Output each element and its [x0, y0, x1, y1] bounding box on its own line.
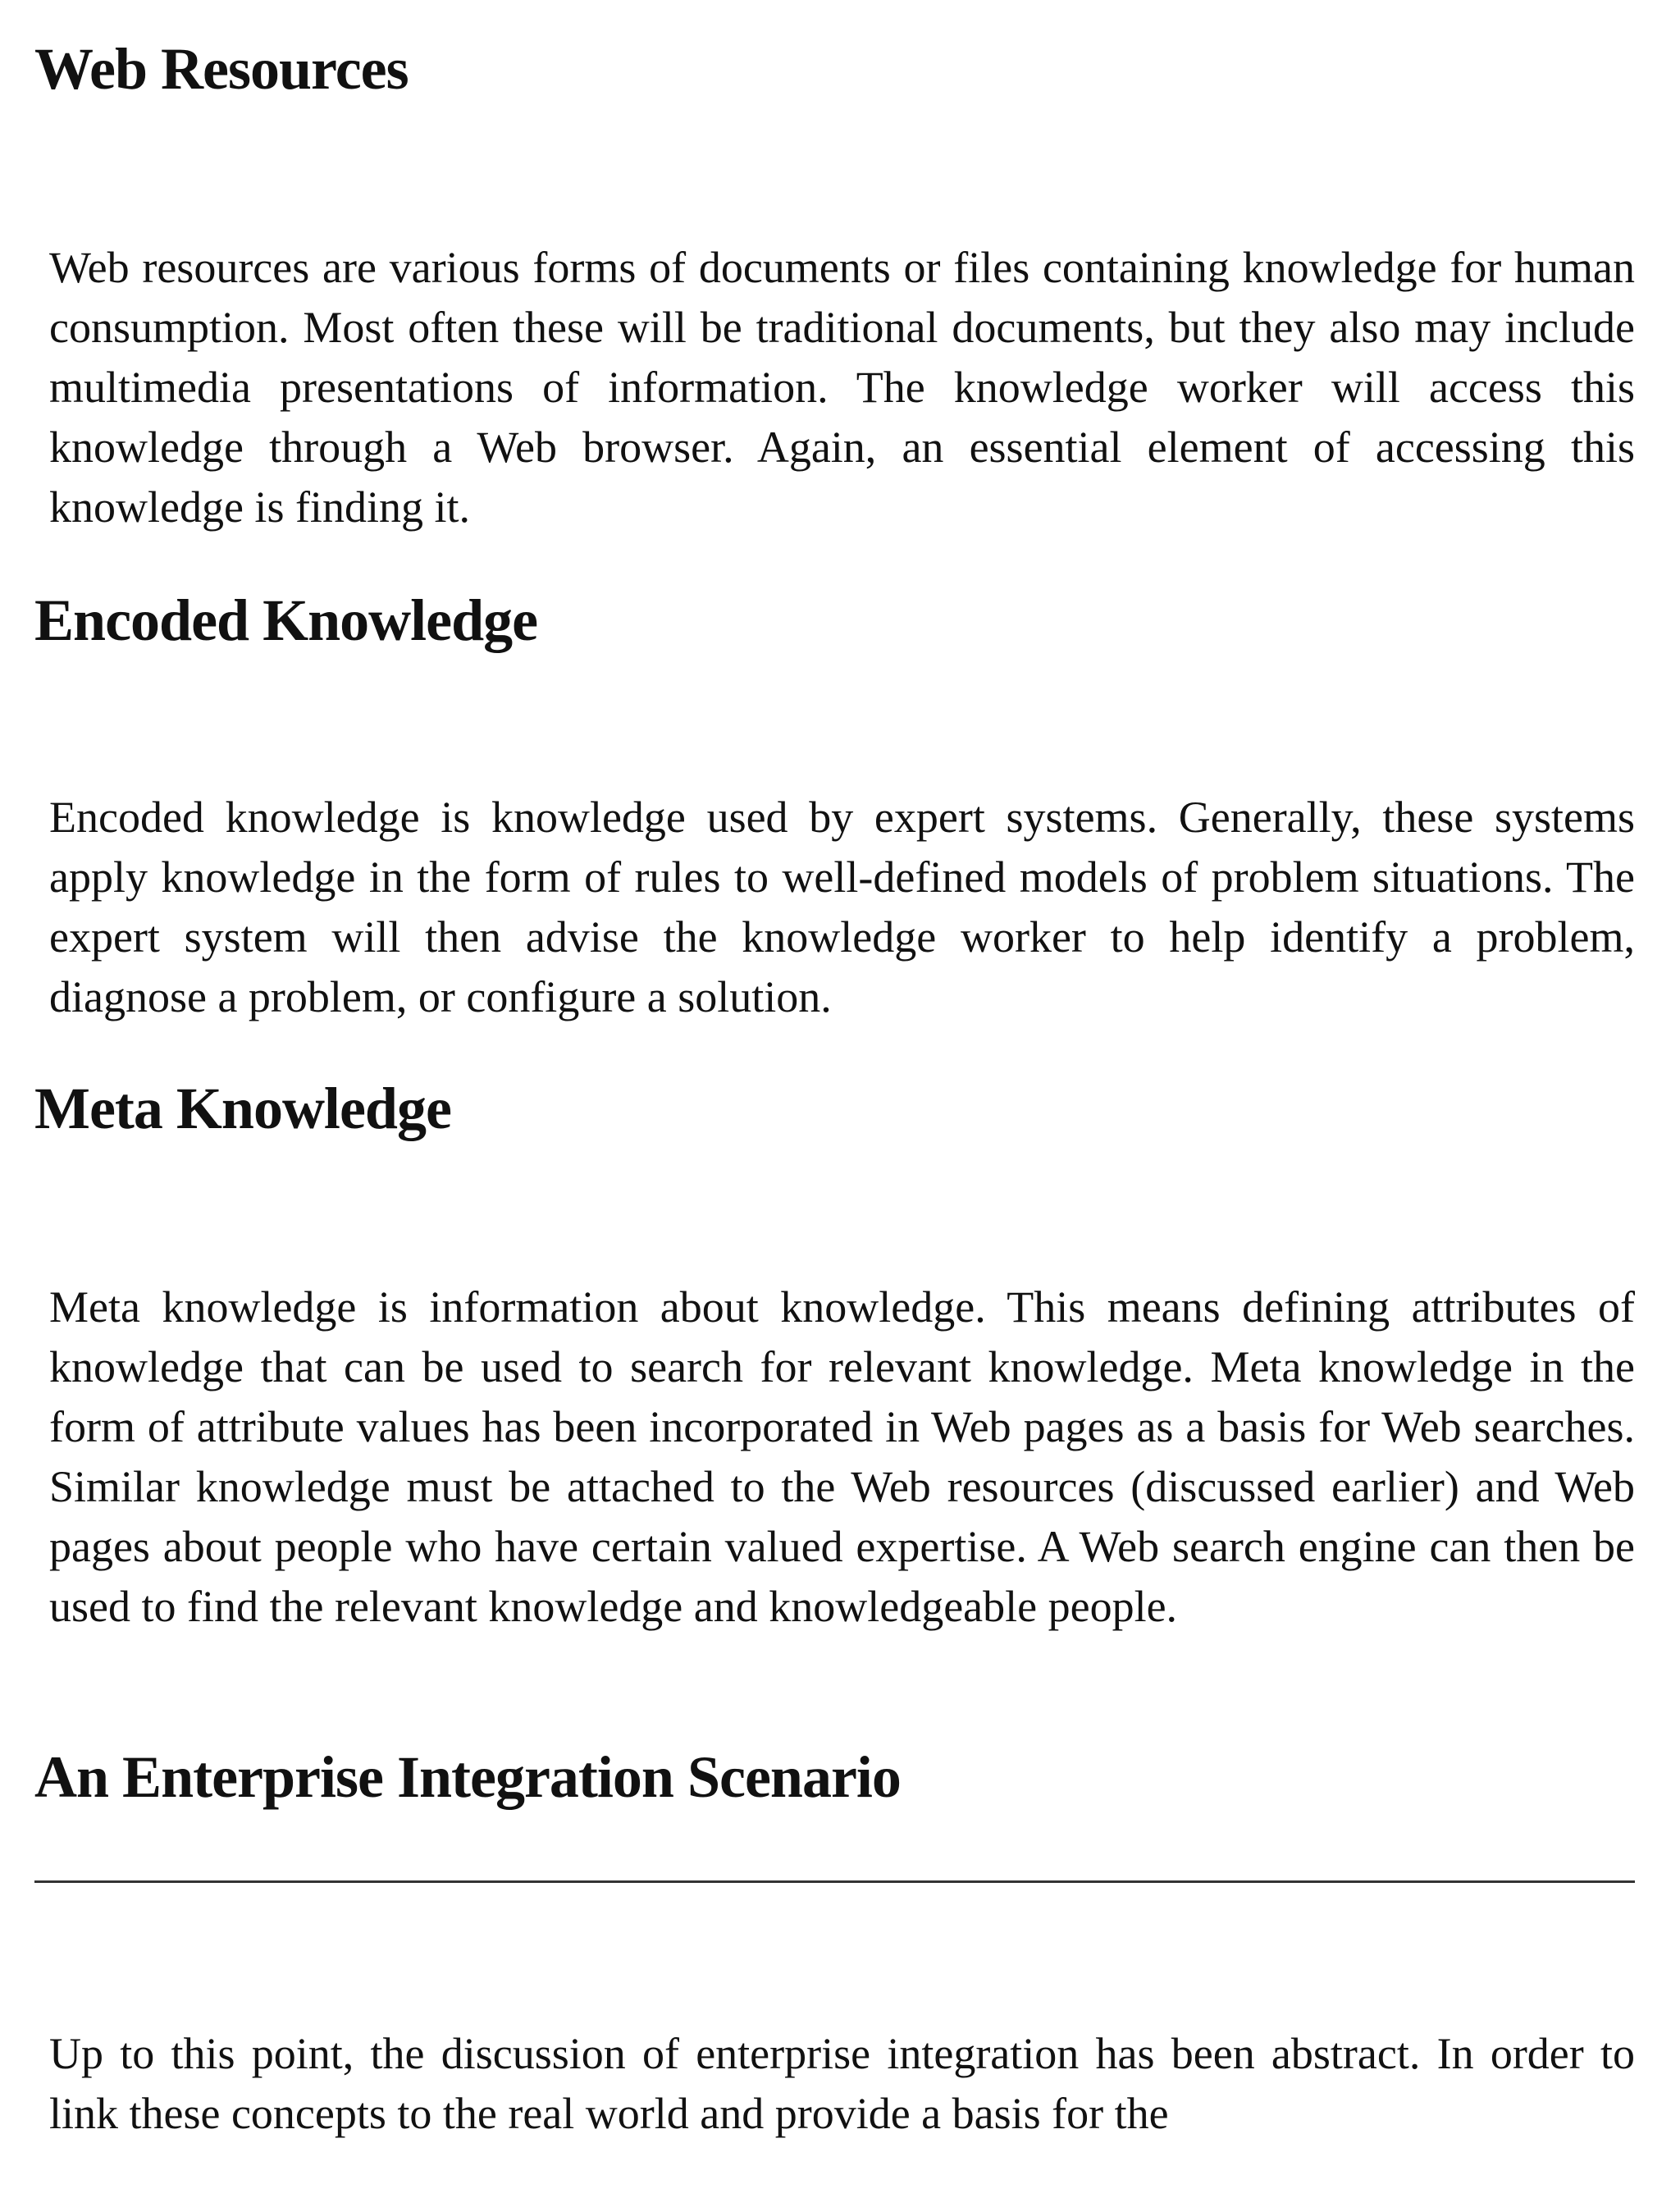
section-paragraph-web-resources: Web resources are various forms of documents or files containing knowledge for human consumption. Most often these will be traditional documents, but they also may include multimedia presentations of information. The knowledge worker will access this knowledge through a Web browser. Again, an essential element of accessing this knowledge is finding it.: [49, 243, 1635, 532]
section-paragraph-encoded-knowledge: Encoded knowledge is knowledge used by expert systems. Generally, these systems apply knowledge in the form of rules to well-defined models of problem situations. The expert system will then advise the knowledge worker to help identify a problem, diagnose a problem, or configure a solution.: [49, 793, 1635, 1021]
chapter-heading-enterprise-integration-scenario: An Enterprise Integration Scenario: [34, 1744, 901, 1810]
section-heading-meta-knowledge: Meta Knowledge: [34, 1076, 451, 1141]
heading-divider-rule: [34, 1880, 1635, 1883]
section-heading-encoded-knowledge: Encoded Knowledge: [34, 587, 538, 653]
section-paragraph-enterprise-integration-scenario: Up to this point, the discussion of enterprise integration has been abstract. In order to link these concepts to the real world and provide a basis for the: [49, 2029, 1635, 2138]
section-paragraph-meta-knowledge: Meta knowledge is information about knowledge. This means defining attributes of knowledge that can be used to search for relevant knowledge. Meta knowledge in the form of attribute values has been incorporated in Web pages as a basis for Web searches. Similar knowledge must be attached to the Web resources (discussed earlier) and Web pages about people who have certain valued expertise. A Web search engine can then be used to find the relevant knowledge and knowledgeable people.: [49, 1282, 1635, 1631]
section-heading-web-resources: Web Resources: [34, 36, 409, 102]
